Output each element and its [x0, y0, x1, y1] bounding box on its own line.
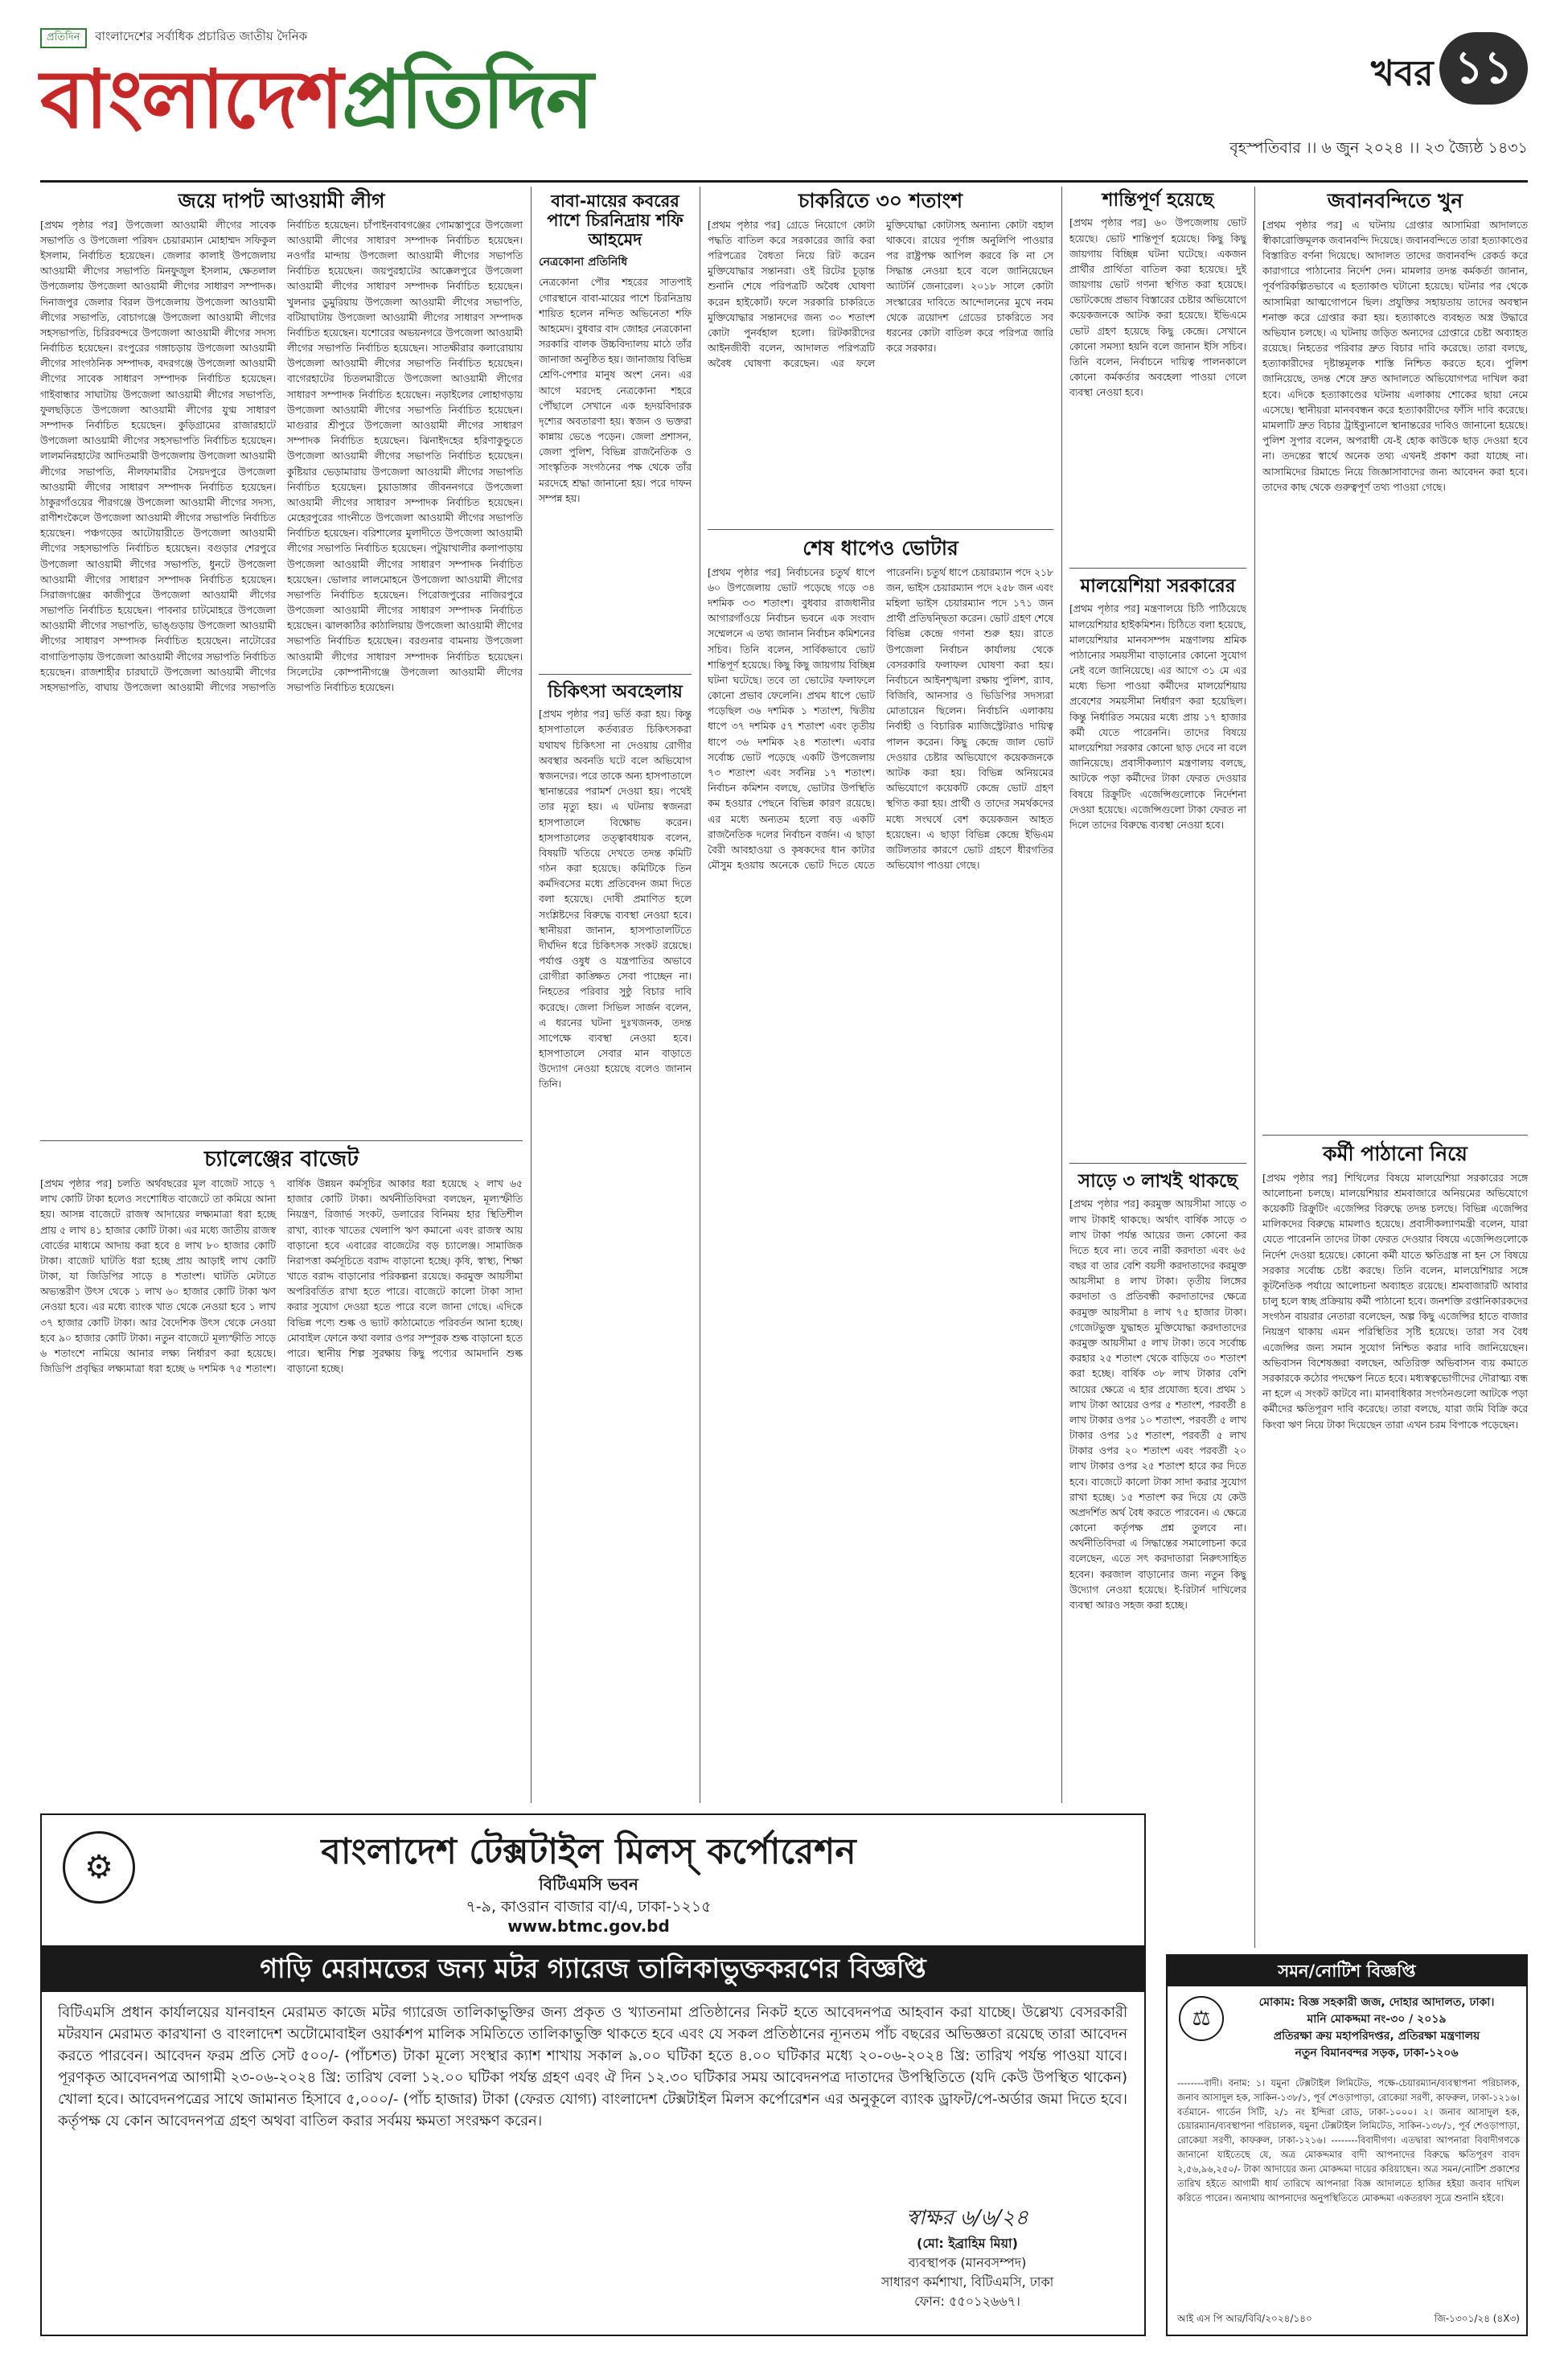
- article-text: [প্রথম পৃষ্ঠার পর] ভর্তি করা হয়। কিন্তু হাসপাতালে কর্তব্যরত চিকিৎসকরা যথাযথ চিকিৎসা না দেওয়ায় রোগীর অবস্থার অবনতি ঘটে বলে অভিযোগ স্বজনদের। পরে তাকে অন্য হাসপাতালে স্থানান্তরের পরামর্শ দেওয়া হয়। পথেই তার মৃত্যু হয়। এ ঘটনায় স্বজনরা হাসপাতালে বিক্ষোভ করেন। হাসপাতালের তত্ত্বাবধায়ক বলেন, বিষয়টি খতিয়ে দেখতে তদন্ত কমিটি গঠন করা হয়েছে। কমিটিকে তিন কর্মদিবসের মধ্যে প্রতিবেদন জমা দিতে বলা হয়েছে। দোষী প্রমাণিত হলে সংশ্লিষ্টদের বিরুদ্ধে ব্যবস্থা নেওয়া হবে। স্থানীয়রা জানান, হাসপাতালটিতে দীর্ঘদিন ধরে চিকিৎসক সংকট রয়েছে। পর্যাপ্ত ওষুধ ও যন্ত্রপাতির অভাবে রোগীরা কাঙ্ক্ষিত সেবা পাচ্ছেন না। নিহতের পরিবার সুষ্ঠু বিচার দাবি করেছে। জেলা সিভিল সার্জন বলেন, এ ধরনের ঘটনা দুঃখজনক, তদন্ত সাপেক্ষে ব্যবস্থা নেওয়া হবে। হাসপাতালে সেবার মান বাড়াতে উদ্যোগ নেওয়া হয়েছে বলেও জানান তিনি।: [539, 709, 692, 1090]
- masthead: [40, 16, 1528, 177]
- ad-signatory-org: সাধারণ কর্মশাখা, বিটিএমসি, ঢাকা: [880, 2274, 1054, 2290]
- article-body: [539, 707, 692, 1793]
- ad-signature: স্বাক্ষর ৬/৬/২৪: [905, 2206, 1029, 2230]
- article-body: [708, 565, 1053, 1796]
- article-text: [প্রথম পৃষ্ঠার পর] গ্রেডে নিয়োগে কোটা পদ্ধতি বাতিল করে সরকারের জারি করা পরিপত্রের বৈধতা নিয়ে রিট করেন মুক্তিযোদ্ধার সন্তানরা। ওই রিটের চূড়ান্ত শুনানি শেষে পরিপত্রটি অবৈধ ঘোষণা করেন হাইকোর্ট। ফলে সরকারি চাকরিতে মুক্তিযোদ্ধার সন্তানদের জন্য ৩০ শতাংশ কোটা পুনর্বহাল হলো। রিটকারীদের আইনজীবী বলেন, আদালত পরিপত্রটি অবৈধ ঘোষণা করেছেন। এর ফলে মুক্তিযোদ্ধা কোটাসহ অন্যান্য কোটা বহাল থাকবে। রায়ের পূর্ণাঙ্গ অনুলিপি পাওয়ার পর রাষ্ট্রপক্ষ আপিল করবে কি না সে সিদ্ধান্ত নেওয়া হবে বলে জানিয়েছেন অ্যাটর্নি জেনারেল। ২০১৮ সালে কোটা সংস্কারের দাবিতে আন্দোলনের মুখে নবম থেকে ত্রয়োদশ গ্রেডের চাকরিতে সব ধরনের কোটা বাতিল করে পরিপত্র জারি করে সরকার।: [708, 219, 1053, 370]
- article-body: [40, 218, 523, 1127]
- article-confession-murder: [1262, 187, 1528, 1132]
- article-text: [প্রথম পৃষ্ঠার পর] চলতি অর্থবছরের মূল বাজেট সাড়ে ৭ লাখ কোটি টাকা হলেও সংশোধিত বাজেটে তা কমিয়ে আনা হয়। আসন্ন বাজেটে রাজস্ব আদায়ের লক্ষ্যমাত্রা ধরা হচ্ছে প্রায় ৫ লাখ ৪১ হাজার কোটি টাকা। এর মধ্যে জাতীয় রাজস্ব বোর্ডের মাধ্যমে আদায় করা হবে ৪ লাখ ৮০ হাজার কোটি টাকা। বাজেট ঘাটতি ধরা হচ্ছে প্রায় আড়াই লাখ কোটি টাকা, যা জিডিপির সাড়ে ৪ শতাংশ। ঘাটতি মেটাতে অভ্যন্তরীণ উৎস থেকে ১ লাখ ৬০ হাজার কোটি টাকা ঋণ নেওয়া হবে। এর মধ্যে ব্যাংক খাত থেকে নেওয়া হবে ১ লাখ ৩৭ হাজার কোটি টাকা। আর বৈদেশিক উৎস থেকে নেওয়া হবে ৯০ হাজার কোটি টাকা। নতুন বাজেটে মূল্যস্ফীতি সাড়ে ৬ শতাংশে নামিয়ে আনার লক্ষ্য নির্ধারণ করা হয়েছে। জিডিপি প্রবৃদ্ধির লক্ষ্যমাত্রা ধরা হচ্ছে ৬ দশমিক ৭৫ শতাংশ। বার্ষিক উন্নয়ন কর্মসূচির আকার ধরা হয়েছে ২ লাখ ৬৫ হাজার কোটি টাকা। অর্থনীতিবিদরা বলছেন, মূল্যস্ফীতি নিয়ন্ত্রণ, রিজার্ভ সংকট, ডলারের বিনিময় হার স্থিতিশীল রাখা, ব্যাংক খাতের খেলাপি ঋণ কমানো এবং রাজস্ব আয় বাড়ানো হবে এবারের বাজেটের বড় চ্যালেঞ্জ। সামাজিক নিরাপত্তা কর্মসূচিতে বরাদ্দ বাড়ানো হচ্ছে। কৃষি, স্বাস্থ্য, শিক্ষা খাতে বরাদ্দ বাড়ানোর পরিকল্পনা রয়েছে। করমুক্ত আয়সীমা অপরিবর্তিত রাখা হতে পারে। বাজেটে কালো টাকা সাদা করার সুযোগ দেওয়া হতে পারে বলে জানা গেছে। এদিকে বিভিন্ন পণ্যে শুল্ক ও ভ্যাট কাঠামোতে পরিবর্তন আনা হচ্ছে। মোবাইল ফোনে কথা বলার ওপর সম্পূরক শুল্ক বাড়ানো হতে পারে। স্থানীয় শিল্প সুরক্ষায় কিছু পণ্যের আমদানি শুল্ক বাড়ানো হচ্ছে।: [40, 1178, 523, 1375]
- article-headline: জয়ে দাপট আওয়ামী লীগ: [178, 189, 385, 212]
- divider: [1069, 568, 1246, 569]
- btmc-emblem-icon: ⚙: [63, 1831, 135, 1904]
- article-headline: চ্যালেঞ্জের বাজেট: [204, 1147, 359, 1172]
- tagline-text: বাংলাদেশের সর্বাধিক প্রচারিত জাতীয় দৈনিক: [95, 29, 308, 43]
- ad-organization-name: বাংলাদেশ টেক্সটাইল মিলস্ কর্পোরেশন: [321, 1831, 856, 1872]
- masthead-rule: [40, 180, 1528, 183]
- ad-signature-block: [823, 2203, 1112, 2311]
- article-text: [প্রথম পৃষ্ঠার পর] এ ঘটনায় গ্রেপ্তার আসামিরা আদালতে স্বীকারোক্তিমূলক জবানবন্দি দিয়েছে। জবানবন্দিতে তারা হত্যাকাণ্ডের বিস্তারিত বর্ণনা দিয়েছে। আদালত তাদের জবানবন্দি রেকর্ড করে কারাগারে পাঠানোর নির্দেশ দেন। মামলার তদন্ত কর্মকর্তা জানান, পূর্বপরিকল্পিতভাবে এ হত্যাকাণ্ড ঘটানো হয়েছে। ঘটনার পর থেকে আসামিরা আত্মগোপনে ছিল। প্রযুক্তির সহায়তায় তাদের অবস্থান শনাক্ত করে গ্রেপ্তার করা হয়। হত্যাকাণ্ডে ব্যবহৃত অস্ত্র উদ্ধারে অভিযান চলছে। এ ঘটনায় জড়িত অন্যদের গ্রেপ্তারে চেষ্টা অব্যাহত রয়েছে। নিহতের পরিবার দ্রুত বিচার দাবি করেছে। তারা বলছে, হত্যাকারীদের দৃষ্টান্তমূলক শাস্তি নিশ্চিত করতে হবে। পুলিশ জানিয়েছে, তদন্ত শেষে দ্রুত আদালতে অভিযোগপত্র দাখিল করা হবে। এদিকে হত্যাকাণ্ডের ঘটনায় এলাকায় শোকের ছায়া নেমে এসেছে। স্থানীয়রা মানববন্ধন করে হত্যাকারীদের ফাঁসি দাবি করেছে। মামলাটি দ্রুত বিচার ট্রাইব্যুনালে স্থানান্তরের দাবিও জানানো হয়েছে। পুলিশ সুপার বলেন, অপরাধী যে-ই হোক কাউকে ছাড় দেওয়া হবে না। তদন্তের স্বার্থে অনেক তথ্য এখনই প্রকাশ করা যাচ্ছে না। আসামিদের রিমান্ডে নিয়ে জিজ্ঞাসাবাদের জন্য আবেদন করা হবে। তাদের কাছ থেকে গুরুত্বপূর্ণ তথ্য পাওয়া গেছে।: [1262, 219, 1528, 493]
- article-body: [1069, 216, 1246, 553]
- divider: [1069, 1163, 1246, 1164]
- notice-header: [1232, 1994, 1521, 2062]
- logo-part-1: বাংলাদেশ: [40, 52, 343, 146]
- article-headline: সাড়ে ৩ লাখই থাকছে: [1077, 1171, 1238, 1192]
- article-headline: কর্মী পাঠানো নিয়ে: [1323, 1142, 1467, 1165]
- article-shafi-ahmed: [539, 187, 692, 669]
- notice-plaintiff-address: নতুন বিমানবন্দর সড়ক, ঢাকা-১২০৬: [1295, 2047, 1459, 2060]
- article-headline: জবানবন্দিতে খুন: [1327, 189, 1463, 212]
- article-awami-league-win: [40, 187, 523, 1137]
- notice-plaintiff: প্রতিরক্ষা ক্রয় মহাপরিদপ্তর, প্রতিরক্ষা মন্ত্রণালয়: [1273, 2030, 1480, 2043]
- ad-notice-title: গাড়ি মেরামতের জন্য মটর গ্যারেজ তালিকাভুক্তকরণের বিজ্ঞপ্তি: [42, 1945, 1144, 1992]
- article-text: [প্রথম পৃষ্ঠার পর] মন্ত্রণালয়ে চিঠি পাঠিয়েছে মালয়েশিয়ার হাইকমিশন। চিঠিতে বলা হয়েছে, মালয়েশিয়ার মানবসম্পদ মন্ত্রণালয় শ্রমিক পাঠানোর সময়সীমা বাড়ানোর কোনো সুযোগ নেই বলে জানিয়েছে। এর আগে ৩১ মে এর মধ্যে ভিসা পাওয়া কর্মীদের মালয়েশিয়ায় প্রবেশের সময়সীমা নির্ধারণ করা হয়েছিল। কিন্তু নির্ধারিত সময়ের মধ্যে প্রায় ১৭ হাজার কর্মী যেতে পারেননি। তাদের বিষয়ে মালয়েশিয়া সরকার কোনো ছাড় দেবে না বলে জানিয়েছে। প্রবাসীকল্যাণ মন্ত্রণালয় বলছে, আটকে পড়া কর্মীদের টাকা ফেরত দেওয়ার বিষয়ে রিক্রুটিং এজেন্সিগুলোকে নির্দেশনা দেওয়া হয়েছে। এজেন্সিগুলো টাকা ফেরত না দিলে তাদের বিরুদ্ধে ব্যবস্থা নেওয়া হবে।: [1069, 603, 1246, 831]
- divider: [539, 674, 692, 675]
- newspaper-logo: [40, 51, 592, 148]
- column-divider: [531, 187, 532, 1803]
- article-quota-30-percent: [708, 187, 1053, 524]
- article-peaceful-vote: [1069, 187, 1246, 565]
- notice-footer: [1177, 2312, 1520, 2328]
- court-emblem-icon: ⚖: [1179, 1996, 1224, 2041]
- article-body: [40, 1177, 523, 1796]
- logo-part-2: প্রতিদিন: [342, 52, 593, 146]
- issue-date: বৃহস্পতিবার ।। ৬ জুন ২০২৪ ।। ২৩ জ্যৈষ্ঠ ১৪৩১: [1229, 139, 1528, 157]
- ad-building-name: বিটিএমসি ভবন: [539, 1875, 638, 1894]
- section-label: খবর: [1371, 53, 1434, 94]
- article-headline: মালয়েশিয়া সরকারের: [1080, 576, 1236, 597]
- column-divider: [1061, 187, 1062, 1803]
- masthead-tagline: [40, 27, 307, 48]
- article-body: [1069, 602, 1246, 1148]
- column-divider: [1254, 187, 1255, 1948]
- notice-title: সমন/নোটিশ বিজ্ঞপ্তি: [1168, 1956, 1526, 1986]
- article-text: [প্রথম পৃষ্ঠার পর] উপজেলা আওয়ামী লীগের সাবেক সভাপতি ও উপজেলা পরিষদ চেয়ারম্যান মোহাম্মদ সফিকুল ইসলাম, নির্বাচিত হয়েছেন। জেলার কালাই উপজেলায় আওয়ামী লীগের সভাপতি মিনফুজুল ইসলাম, ক্ষেতলাল উপজেলায় উপজেলা আওয়ামী লীগের সাধারণ সম্পাদক। দিনাজপুর জেলার বিরল উপজেলায় উপজেলা আওয়ামী লীগের সভাপতি, বোচাগঞ্জে উপজেলা আওয়ামী লীগের সহসভাপতি, চিরিরবন্দরে উপজেলা আওয়ামী লীগের সদস্য নির্বাচিত হয়েছেন। রংপুরের গঙ্গাচড়ায় উপজেলা আওয়ামী লীগের সাংগঠনিক সম্পাদক, বদরগঞ্জে উপজেলা আওয়ামী লীগের সাবেক সাধারণ সম্পাদক নির্বাচিত হয়েছেন। গাইবান্ধার সাঘাটায় উপজেলা আওয়ামী লীগের সভাপতি, ফুলছড়িতে উপজেলা আওয়ামী লীগের যুগ্ম সাধারণ সম্পাদক নির্বাচিত হয়েছেন। কুড়িগ্রামের রাজারহাটে উপজেলা আওয়ামী লীগের সহসভাপতি নির্বাচিত হয়েছেন। লালমনিরহাটের আদিতমারী উপজেলায় উপজেলা আওয়ামী লীগের সভাপতি, নীলফামারীর সৈয়দপুরে উপজেলা আওয়ামী লীগের সাধারণ সম্পাদক নির্বাচিত হয়েছেন। ঠাকুরগাঁওয়ের পীরগঞ্জে উপজেলা আওয়ামী লীগের সদস্য, রাণীশংকৈলে উপজেলা আওয়ামী লীগের সভাপতি নির্বাচিত হয়েছেন। পঞ্চগড়ের আটোয়ারীতে উপজেলা আওয়ামী লীগের সহসভাপতি নির্বাচিত হয়েছেন। বগুড়ার শেরপুরে উপজেলা আওয়ামী লীগের সভাপতি, ধুনটে উপজেলা আওয়ামী লীগের সাধারণ সম্পাদক নির্বাচিত হয়েছেন। সিরাজগঞ্জের কাজীপুরে উপজেলা আওয়ামী লীগের সভাপতি নির্বাচিত হয়েছেন। পাবনার চাটমোহরে উপজেলা আওয়ামী লীগের সভাপতি, ভাঙ্গুড়ায় উপজেলা আওয়ামী লীগের সাধারণ সম্পাদক নির্বাচিত হয়েছেন। নাটোরের বাগাতিপাড়ায় উপজেলা আওয়ামী লীগের সভাপতি নির্বাচিত হয়েছেন। রাজশাহীর চারঘাটে উপজেলা আওয়ামী লীগের সহসভাপতি, বাঘায় উপজেলা আওয়ামী লীগের সভাপতি নির্বাচিত হয়েছেন। চাঁপাইনবাবগঞ্জের গোমস্তাপুরে উপজেলা আওয়ামী লীগের সাধারণ সম্পাদক নির্বাচিত হয়েছেন। নওগাঁর মান্দায় উপজেলা আওয়ামী লীগের সভাপতি নির্বাচিত হয়েছেন। জয়পুরহাটের আক্কেলপুরে উপজেলা আওয়ামী লীগের সাধারণ সম্পাদক নির্বাচিত হয়েছেন। খুলনার ডুমুরিয়ায় উপজেলা আওয়ামী লীগের সভাপতি, বটিয়াঘাটায় উপজেলা আওয়ামী লীগের সাধারণ সম্পাদক নির্বাচিত হয়েছেন। যশোরের অভয়নগরে উপজেলা আওয়ামী লীগের সভাপতি নির্বাচিত হয়েছেন। সাতক্ষীরার কলারোয়ায় উপজেলা আওয়ামী লীগের সভাপতি নির্বাচিত হয়েছেন। বাগেরহাটের চিতলমারীতে উপজেলা আওয়ামী লীগের সাধারণ সম্পাদক নির্বাচিত হয়েছেন। নড়াইলের লোহাগড়ায় উপজেলা আওয়ামী লীগের সভাপতি নির্বাচিত হয়েছেন। মাগুরার শ্রীপুরে উপজেলা আওয়ামী লীগের সাধারণ সম্পাদক নির্বাচিত হয়েছেন। ঝিনাইদহের হরিণাকুন্ডুতে উপজেলা আওয়ামী লীগের সভাপতি নির্বাচিত হয়েছেন। কুষ্টিয়ার ভেড়ামারায় উপজেলা আওয়ামী লীগের সভাপতি নির্বাচিত হয়েছেন। চুয়াডাঙ্গার জীবননগরে উপজেলা আওয়ামী লীগের সাধারণ সম্পাদক নির্বাচিত হয়েছেন। মেহেরপুরের গাংনীতে উপজেলা আওয়ামী লীগের সভাপতি নির্বাচিত হয়েছেন। বরিশালের মুলাদীতে উপজেলা আওয়ামী লীগের সভাপতি নির্বাচিত হয়েছেন। পটুয়াখালীর কলাপাড়ায় উপজেলা আওয়ামী লীগের সাধারণ সম্পাদক নির্বাচিত হয়েছেন। ভোলার লালমোহনে উপজেলা আওয়ামী লীগের সভাপতি নির্বাচিত হয়েছেন। পিরোজপুরের নাজিরপুরে উপজেলা আওয়ামী লীগের সাধারণ সম্পাদক নির্বাচিত হয়েছেন। ঝালকাঠির কাঠালিয়ায় উপজেলা আওয়ামী লীগের সভাপতি নির্বাচিত হয়েছেন। বরগুনার বামনায় উপজেলা আওয়ামী লীগের সাধারণ সম্পাদক নির্বাচিত হয়েছেন। সিলেটের কোম্পানীগঞ্জে উপজেলা আওয়ামী লীগের সভাপতি নির্বাচিত হয়েছেন।: [40, 219, 523, 693]
- article-headline: চাকরিতে ৩০ শতাংশ: [798, 189, 963, 212]
- article-text: [প্রথম পৃষ্ঠার পর] ৬০ উপজেলায় ভোট হয়েছে। ভোট শান্তিপূর্ণ হয়েছে। কিছু কিছু জায়গায় বিচ্ছিন্ন ঘটনা ঘটেছে। একজন প্রার্থীর প্রার্থিতা বাতিল করা হয়েছে। দুই জায়গায় ভোট গণনা স্থগিত করা হয়েছে। ভোটকেন্দ্রে প্রভাব বিস্তারের চেষ্টার অভিযোগে কয়েকজনকে আটক করা হয়েছে। ইভিএমে ভোট গ্রহণ হয়েছে কিছু কেন্দ্রে। সেখানে কোনো সমস্যা হয়নি বলে জানান ইসি সচিব। তিনি বলেন, নির্বাচনে দায়িত্ব পালনকালে কোনো কর্মকর্তার অবহেলা পাওয়া গেলে ব্যবস্থা নেওয়া হবে।: [1069, 217, 1246, 399]
- divider: [1262, 1135, 1528, 1136]
- article-body: [1262, 1171, 1528, 1935]
- article-sending-workers: [1262, 1140, 1528, 1944]
- notice-court: মোকাম: বিজ্ঞ সহকারী জজ, দোহার আদালত, ঢাকা।: [1258, 1996, 1495, 2009]
- notice-ref: আই এস পি আর/বিবি/২০২৪/১৪০: [1177, 2313, 1312, 2324]
- notice-case-number: মানি মোকদ্দমা নং-৩০ / ২০১৯: [1307, 2013, 1447, 2026]
- article-headline: শেষ ধাপেও ভোটার: [802, 536, 958, 560]
- btmc-advertisement: [40, 1813, 1146, 2336]
- page-number-badge: ১১: [1439, 32, 1528, 105]
- article-budget-challenge: [40, 1145, 523, 1805]
- article-text: [প্রথম পৃষ্ঠার পর] করমুক্ত আয়সীমা সাড়ে ৩ লাখ টাকাই থাকছে। অর্থাৎ বার্ষিক সাড়ে ৩ লাখ টাকা পর্যন্ত আয়ের জন্য কোনো কর দিতে হবে না। তবে নারী করদাতা এবং ৬৫ বছর বা তার বেশি বয়সী করদাতাদের করমুক্ত আয়সীমা ৪ লাখ টাকা। তৃতীয় লিঙ্গের করদাতা ও প্রতিবন্ধী করদাতাদের ক্ষেত্রে করমুক্ত আয়সীমা ৪ লাখ ৭৫ হাজার টাকা। গেজেটভুক্ত যুদ্ধাহত মুক্তিযোদ্ধা করদাতাদের করমুক্ত আয়সীমা ৫ লাখ টাকা। তবে সর্বোচ্চ করহার ২৫ শতাংশ থেকে বাড়িয়ে ৩০ শতাংশ করা হচ্ছে। বার্ষিক ৩৮ লাখ টাকার বেশি আয়ের ক্ষেত্রে এ হার প্রযোজ্য হবে। প্রথম ১ লাখ টাকা আয়ের ওপর ৫ শতাংশ, পরবর্তী ৪ লাখ টাকার ওপর ১০ শতাংশ, পরবর্তী ৫ লাখ টাকার ওপর ১৫ শতাংশ, পরবর্তী ৫ লাখ টাকার ওপর ২০ শতাংশ এবং পরবর্তী ২০ লাখ টাকার ওপর ২৫ শতাংশ হারে কর দিতে হবে। বাজেটে কালো টাকা সাদা করার সুযোগ রাখা হচ্ছে। ১৫ শতাংশ কর দিয়ে যে কেউ অপ্রদর্শিত অর্থ বৈধ করতে পারবেন। এ ক্ষেত্রে কোনো কর্তৃপক্ষ প্রশ্ন তুলবে না। অর্থনীতিবিদরা এ সিদ্ধান্তের সমালোচনা করে বলেছেন, এতে সৎ করদাতারা নিরুৎসাহিত হবেন। করজাল বাড়ানোর জন্য নতুন কিছু উদ্যোগ নেওয়া হয়েছে। ই-রিটার্ন দাখিলের ব্যবস্থা আরও সহজ করা হচ্ছে।: [1069, 1198, 1246, 1611]
- ad-signatory-title: ব্যবস্থাপক (মানবসম্পদ): [908, 2255, 1027, 2270]
- notice-body: --------বাদী। বনাম: ১। যমুনা টেক্সটাইল লিমিটেড, পক্ষে-চেয়ারম্যান/ব্যবস্থাপনা পরিচালক, জনাব আসাদুল হক, সাকিন-১৩৮/১, পূর্ব শেওড়াপাড়া, রোকেয়া সরণী, কাফরুল, ঢাকা-১২১৬। বর্তমানে- গার্ডেন সিটি, ২/১ নং ইন্দিরা রোড, ঢাকা-১০০০। ২। জনাব আসাদুল হক, চেয়ারম্যান/ব্যবস্থাপনা পরিচালক, যমুনা টেক্সটাইল লিমিটেড, সাকিন-১৩৮/১, পূর্ব শেওড়াপাড়া, রোকেয়া সরণী, কাফরুল, ঢাকা-১২১৬। --------বিবাদীগণ। এতদ্বারা আপনারা বিবাদীগণকে জানানো যাইতেছে যে, অত্র মোকদ্দমার বাদী আপনাদের বিরুদ্ধে ক্ষতিপূরণ বাবদ ২,৫৬,৯৬,২৫০/- টাকা আদায়ের জন্য মোকদ্দমা দায়ের করিয়াছেন। অত্র সমন/নোটিশ প্রকাশের তারিখ হইতে আগামী ধার্য তারিখে আপনারা বিজ্ঞ আদালতে হাজির হইয়া জবাব দাখিল করিতে পারেন। অন্যথায় আপনাদের অনুপস্থিতিতে মোকদ্দমা একতরফা সূত্রে শুনানি হইবে।: [1177, 2077, 1520, 2204]
- article-headline: বাবা-মায়ের কবরের পাশে চিরনিদ্রায় শফি আহমেদ: [547, 191, 683, 250]
- tagline-box: প্রতিদিন: [40, 28, 87, 48]
- article-text: নেত্রকোনা পৌর শহরের সাতপাই গোরস্থানে বাবা-মায়ের পাশে চিরনিদ্রায় শায়িত হলেন নন্দিত অভিনেতা শফি আহমেদ। বুধবার বাদ জোহর নেত্রকোনা সরকারি বালক উচ্চবিদ্যালয় মাঠে তাঁর জানাজা অনুষ্ঠিত হয়। জানাজায় বিভিন্ন শ্রেণি-পেশার মানুষ অংশ নেন। এর আগে মরদেহ নেত্রকোনা শহরে পৌঁছালে সেখানে এক হৃদয়বিদারক দৃশ্যের অবতারণা হয়। স্বজন ও ভক্তরা কান্নায় ভেঙে পড়েন। জেলা প্রশাসন, জেলা পুলিশ, বিভিন্ন রাজনৈতিক ও সাংস্কৃতিক সংগঠনের পক্ষ থেকে তাঁর মরদেহে শ্রদ্ধা জানানো হয়। পরে দাফন সম্পন্ন হয়।: [539, 277, 692, 504]
- article-byline: নেত্রকোনা প্রতিনিধি: [539, 256, 628, 269]
- ad-notice-body: বিটিএমসি প্রধান কার্যালয়ের যানবাহন মেরামত কাজে মটর গ্যারেজ তালিকাভুক্তির জন্য প্রকৃত ও খ্যাতনামা প্রতিষ্ঠানের নিকট হতে আবেদনপত্র আহবান করা যাচ্ছে। উল্লেখ্য বেসরকারী মটরযান মেরামত কারখানা ও বাংলাদেশ অটোমোবাইল ওয়ার্কশপ মালিক সমিতিতে তালিকাভুক্তি থাকতে হবে এবং যে সকল প্রতিষ্ঠানের ন্যূনতম পাঁচ বছরের অভিজ্ঞতা রয়েছে তারা আবেদন করতে পারবেন। আবেদন ফরম প্রতি সেট ৫০০/- (পাঁচশত) টাকা মূল্যে সংস্থার ক্যাশ শাখায় সকাল ৯.০০ ঘটিকা হতে ৪.০০ ঘটিকার মধ্যে ২০-০৬-২০২৪ খ্রি: তারিখ পর্যন্ত পাওয়া যাবে। পূরণকৃত আবেদনপত্র আগামী ২৩-০৬-২০২৪ খ্রি: তারিখ বেলা ১২.০০ ঘটিকা পর্যন্ত গ্রহণ এবং ঐ দিন ১২.৩০ ঘটিকার সময় আবেদনপত্র দাতাদের উপস্থিতিতে (যদি কেউ উপস্থিত থাকেন) খোলা হবে। আবেদনপত্রের সাথে জামানত হিসাবে ৫,০০০/- (পাঁচ হাজার) টাকা (ফেরত যোগ্য) বাংলাদেশ টেক্সটাইল মিলস কর্পোরেশন এর অনুকূলে ব্যাংক ড্রাফট/পে-অর্ডার জমা দিতে হবে। কর্তৃপক্ষ যে কোন আবেদনপত্র গ্রহণ অথবা বাতিল করার সর্বময় ক্ষমতা সংরক্ষণ করেন।: [58, 2004, 1127, 2130]
- article-headline: চিকিৎসা অবহেলায়: [548, 682, 683, 702]
- article-medical-negligence: [539, 679, 692, 1803]
- article-body: [539, 275, 692, 669]
- court-notice-box: [1166, 1954, 1528, 2336]
- ad-signatory-name: (মো: ইব্রাহিম মিয়া): [917, 2236, 1018, 2251]
- divider: [708, 529, 1053, 530]
- article-final-phase-voters: [708, 534, 1053, 1803]
- divider: [40, 1140, 523, 1141]
- article-text: [প্রথম পৃষ্ঠার পর] নির্বাচনের চতুর্থ ধাপে ৬০ উপজেলায় ভোট পড়েছে গড়ে ৩৪ দশমিক ৩৩ শতাংশ। বুধবার রাজধানীর আগারগাঁওয়ে নির্বাচন ভবনে এক সংবাদ সম্মেলনে এ তথ্য জানান নির্বাচন কমিশনের সচিব। তিনি বলেন, সার্বিকভাবে ভোট শান্তিপূর্ণ হয়েছে। কিছু কিছু জায়গায় বিচ্ছিন্ন ঘটনা ঘটেছে। তবে তা ভোটের ফলাফলে কোনো প্রভাব ফেলেনি। প্রথম ধাপে ভোট পড়েছিল ৩৬ দশমিক ১ শতাংশ, দ্বিতীয় ধাপে ৩৭ দশমিক ৫৭ শতাংশ এবং তৃতীয় ধাপে ৩৬ দশমিক ২৪ শতাংশ। এবার সর্বোচ্চ ভোট পড়েছে একটি উপজেলায় ৭৩ শতাংশ এবং সর্বনিম্ন ১৭ শতাংশ। নির্বাচন কমিশন বলছে, ভোটার উপস্থিতি কম হওয়ার পেছনে বিভিন্ন কারণ রয়েছে। এর মধ্যে অন্যতম হলো বড় একটি রাজনৈতিক দলের নির্বাচন বর্জন। এ ছাড়া বৈরী আবহাওয়া ও কৃষকদের ধান কাটার মৌসুম হওয়ায় অনেকে ভোট দিতে যেতে পারেননি। চতুর্থ ধাপে চেয়ারম্যান পদে ২১৮ জন, ভাইস চেয়ারম্যান পদে ২৫৮ জন এবং মহিলা ভাইস চেয়ারম্যান পদে ১৭১ জন প্রার্থী প্রতিদ্বন্দ্বিতা করেন। ভোট গ্রহণ শেষে বিভিন্ন কেন্দ্রে গণনা শুরু হয়। রাতে উপজেলা নির্বাচন কার্যালয় থেকে বেসরকারি ফলাফল ঘোষণা করা হয়। নির্বাচনে আইনশৃঙ্খলা রক্ষায় পুলিশ, র‍্যাব, বিজিবি, আনসার ও ভিডিপির সদস্যরা মোতায়েন ছিলেন। নির্বাচনি এলাকায় নির্বাহী ও বিচারিক ম্যাজিস্ট্রেটরাও দায়িত্ব পালন করেন। কিছু কেন্দ্রে জাল ভোট দেওয়ার চেষ্টার অভিযোগে কয়েকজনকে আটক করা হয়। বিভিন্ন অনিয়মের অভিযোগে কয়েকটি কেন্দ্রে ভোট গ্রহণ স্থগিত করা হয়। প্রার্থী ও তাদের সমর্থকদের মধ্যে সংঘর্ষে বেশ কয়েকজন আহত হয়েছেন। এ ছাড়া বিভিন্ন কেন্দ্রে ইভিএম জটিলতার কারণে ভোট গ্রহণে ধীরগতির অভিযোগ পাওয়া গেছে।: [708, 566, 1053, 872]
- article-body: [1262, 218, 1528, 1123]
- article-headline: শান্তিপূর্ণ হয়েছে: [1102, 190, 1214, 211]
- ad-phone: ফোন: ৫৫০১২৬৬৭।: [914, 2294, 1020, 2309]
- article-malaysia-government: [1069, 573, 1246, 1160]
- article-text: [প্রথম পৃষ্ঠার পর] শিথিলের বিষয়ে মালয়েশিয়া সরকারের সঙ্গে আলোচনা চলছে। মালয়েশিয়ার শ্রমবাজারে অনিয়মের অভিযোগে কয়েকটি রিক্রুটিং এজেন্সির বিরুদ্ধে তদন্ত চলছে। বিভিন্ন এজেন্সির মালিকদের বিরুদ্ধে মামলাও হয়েছে। প্রবাসীকল্যাণমন্ত্রী বলেন, যারা যেতে পারেননি তাদের টাকা ফেরত দেওয়ার বিষয়ে এজেন্সিগুলোকে নির্দেশ দেওয়া হয়েছে। কোনো কর্মী যাতে ক্ষতিগ্রস্ত না হন সে বিষয়ে সরকার সর্বোচ্চ চেষ্টা করছে। তিনি বলেন, মালয়েশিয়ার সঙ্গে কূটনৈতিক পর্যায়ে আলোচনা অব্যাহত রয়েছে। শ্রমবাজারটি আবার চালু হলে স্বচ্ছ প্রক্রিয়ায় কর্মী পাঠানো হবে। জনশক্তি রপ্তানিকারকদের সংগঠন বায়রার নেতারা বলেছেন, অল্প কিছু এজেন্সির হাতে বাজার নিয়ন্ত্রণ থাকায় এমন পরিস্থিতির সৃষ্টি হয়েছে। তারা সব বৈধ এজেন্সির জন্য সমান সুযোগ নিশ্চিত করার দাবি জানিয়েছেন। অভিবাসন বিশেষজ্ঞরা বলছেন, অতিরিক্ত অভিবাসন ব্যয় কমাতে সরকারকে কঠোর পদক্ষেপ নিতে হবে। মধ্যস্বত্বভোগীদের দৌরাত্ম্য বন্ধ না হলে এ সংকট কাটবে না। মানবাধিকার সংগঠনগুলো আটকে পড়া কর্মীদের ক্ষতিপূরণ দাবি করেছে। তারা বলছে, যারা জমি বিক্রি করে কিংবা ঋণ নিয়ে টাকা দিয়েছেন তারা এখন চরম বিপাকে পড়েছেন।: [1262, 1172, 1528, 1431]
- article-body: [708, 218, 1053, 517]
- ad-address: ৭-৯, কাওরান বাজার বা/এ, ঢাকা-১২১৫: [466, 1898, 712, 1916]
- notice-code: জি-১৩০১/২৪ (৪X৩): [1434, 2313, 1520, 2324]
- ad-website: www.btmc.gov.bd: [507, 1916, 670, 1936]
